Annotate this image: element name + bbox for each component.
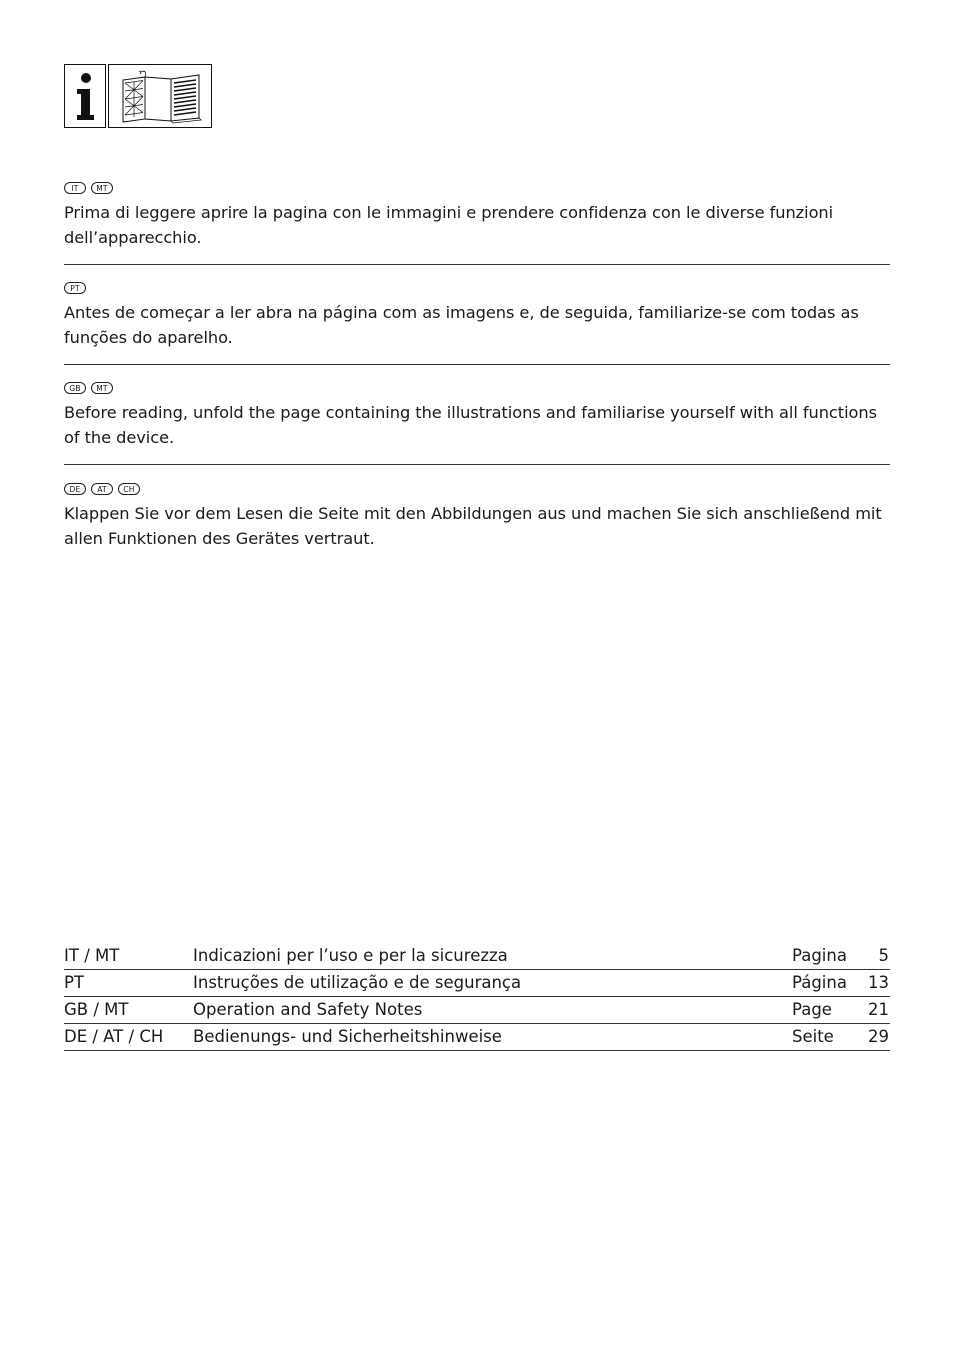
language-badge: AT [91, 483, 113, 495]
notice-text: Klappen Sie vor dem Lesen die Seite mit den Abbildungen aus und machen Sie sich anschließend mit allen Funktionen des Gerätes vertraut. [64, 504, 882, 548]
notice-section-pt [64, 279, 890, 350]
toc-page-label: Seite [792, 1027, 834, 1046]
toc-page-number: 13 [868, 973, 889, 992]
notice-text: Before reading, unfold the page containing the illustrations and familiarise yourself with all functions of the device. [64, 403, 877, 447]
toc-page-number: 5 [878, 946, 889, 965]
notice-text: Prima di leggere aprire la pagina con le immagini e prendere confidenza con le diverse funzioni dell’apparecchio. [64, 203, 834, 247]
toc-row[interactable] [64, 943, 890, 970]
toc-row[interactable] [64, 970, 890, 997]
toc-row[interactable] [64, 1024, 890, 1051]
notice-section-it [64, 179, 890, 250]
language-badge: DE [64, 483, 86, 495]
notice-section-gb [64, 379, 890, 450]
toc-language-code: DE / AT / CH [64, 1027, 164, 1046]
toc-page-label: Página [792, 973, 847, 992]
divider [64, 364, 890, 365]
toc-title: Instruções de utilização e de segurança [193, 973, 522, 992]
header-icons [64, 64, 212, 130]
toc-title: Bedienungs- und Sicherheitshinweise [193, 1027, 502, 1046]
toc-title: Operation and Safety Notes [193, 1000, 423, 1019]
notice-text: Antes de começar a ler abra na página com as imagens e, de seguida, familiarize-se com todas as funções do aparelho. [64, 303, 859, 347]
divider [64, 464, 890, 465]
notice-section-de [64, 480, 890, 551]
toc-page-number: 21 [868, 1000, 889, 1019]
toc-title: Indicazioni per l’uso e per la sicurezza [193, 946, 508, 965]
toc-row[interactable] [64, 997, 890, 1024]
table-of-contents [64, 943, 890, 1051]
language-badge: PT [64, 282, 86, 294]
language-badge: GB [64, 382, 86, 394]
toc-page-label: Pagina [792, 946, 847, 965]
language-badges [64, 179, 890, 197]
language-badge: CH [118, 483, 140, 495]
language-badge: MT [91, 182, 113, 194]
language-badges [64, 480, 890, 498]
language-badges [64, 279, 890, 297]
language-badge: MT [91, 382, 113, 394]
divider [64, 264, 890, 265]
info-icon [64, 64, 106, 128]
toc-page-number: 29 [868, 1027, 889, 1046]
language-badge: IT [64, 182, 86, 194]
toc-language-code: GB / MT [64, 1000, 129, 1019]
toc-language-code: IT / MT [64, 946, 120, 965]
toc-page-label: Page [792, 1000, 832, 1019]
language-badges [64, 379, 890, 397]
toc-language-code: PT [64, 973, 85, 992]
unfold-page-icon [108, 64, 212, 128]
